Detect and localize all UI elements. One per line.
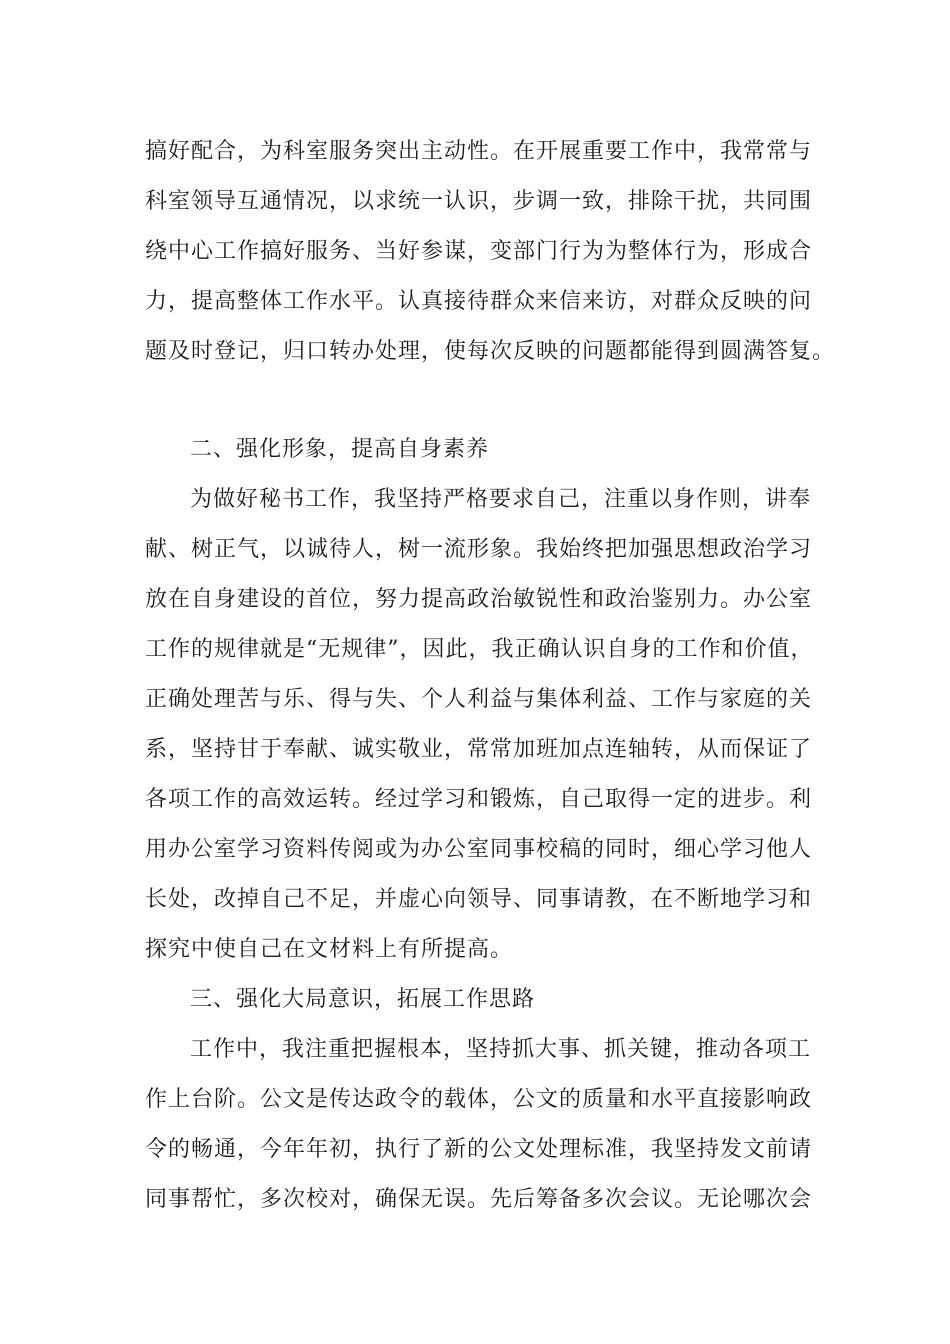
text-line: 作上台阶。公文是传达政令的载体，公文的质量和水平直接影响政 [145, 1087, 813, 1112]
text-line: 正确处理苦与乐、得与失、个人利益与集体利益、工作与家庭的关 [145, 687, 813, 712]
text-line: 题及时登记，归口转办处理，使每次反映的问题都能得到圆满答复。 [145, 339, 836, 364]
text-line: 各项工作的高效运转。经过学习和锻炼，自己取得一定的进步。利 [145, 787, 813, 812]
text-line: 用办公室学习资料传阅或为办公室同事校稿的同时，细心学习他人 [145, 837, 813, 862]
text-line: 搞好配合，为科室服务突出主动性。在开展重要工作中，我常常与 [145, 139, 813, 164]
text-line: 献、树正气，以诚待人，树一流形象。我始终把加强思想政治学习 [145, 537, 813, 562]
text-line: 系，坚持甘于奉献、诚实敬业，常常加班加点连轴转，从而保证了 [145, 737, 813, 762]
text-line: 科室领导互通情况，以求统一认识，步调一致，排除干扰，共同围 [145, 189, 813, 214]
section-heading: 二、强化形象，提高自身素养 [190, 437, 490, 462]
text-line: 探究中使自己在文材料上有所提高。 [145, 937, 514, 962]
text-line: 绕中心工作搞好服务、当好参谋，变部门行为为整体行为，形成合 [145, 239, 813, 264]
text-line: 工作的规律就是“无规律”，因此，我正确认识自身的工作和价值， [145, 637, 814, 662]
section-heading: 三、强化大局意识，拓展工作思路 [190, 987, 536, 1012]
text-line: 令的畅通，今年年初，执行了新的公文处理标准，我坚持发文前请 [145, 1137, 813, 1162]
text-line: 为做好秘书工作，我坚持严格要求自己，注重以身作则，讲奉 [190, 487, 812, 512]
text-line: 长处，改掉自己不足，并虚心向领导、同事请教，在不断地学习和 [145, 887, 813, 912]
text-line: 工作中，我注重把握根本，坚持抓大事、抓关键，推动各项工 [190, 1037, 812, 1062]
text-line: 同事帮忙，多次校对，确保无误。先后筹备多次会议。无论哪次会 [145, 1187, 813, 1212]
text-line: 放在自身建设的首位，努力提高政治敏锐性和政治鉴别力。办公室 [145, 587, 813, 612]
text-line: 力，提高整体工作水平。认真接待群众来信来访，对群众反映的问 [145, 289, 813, 314]
